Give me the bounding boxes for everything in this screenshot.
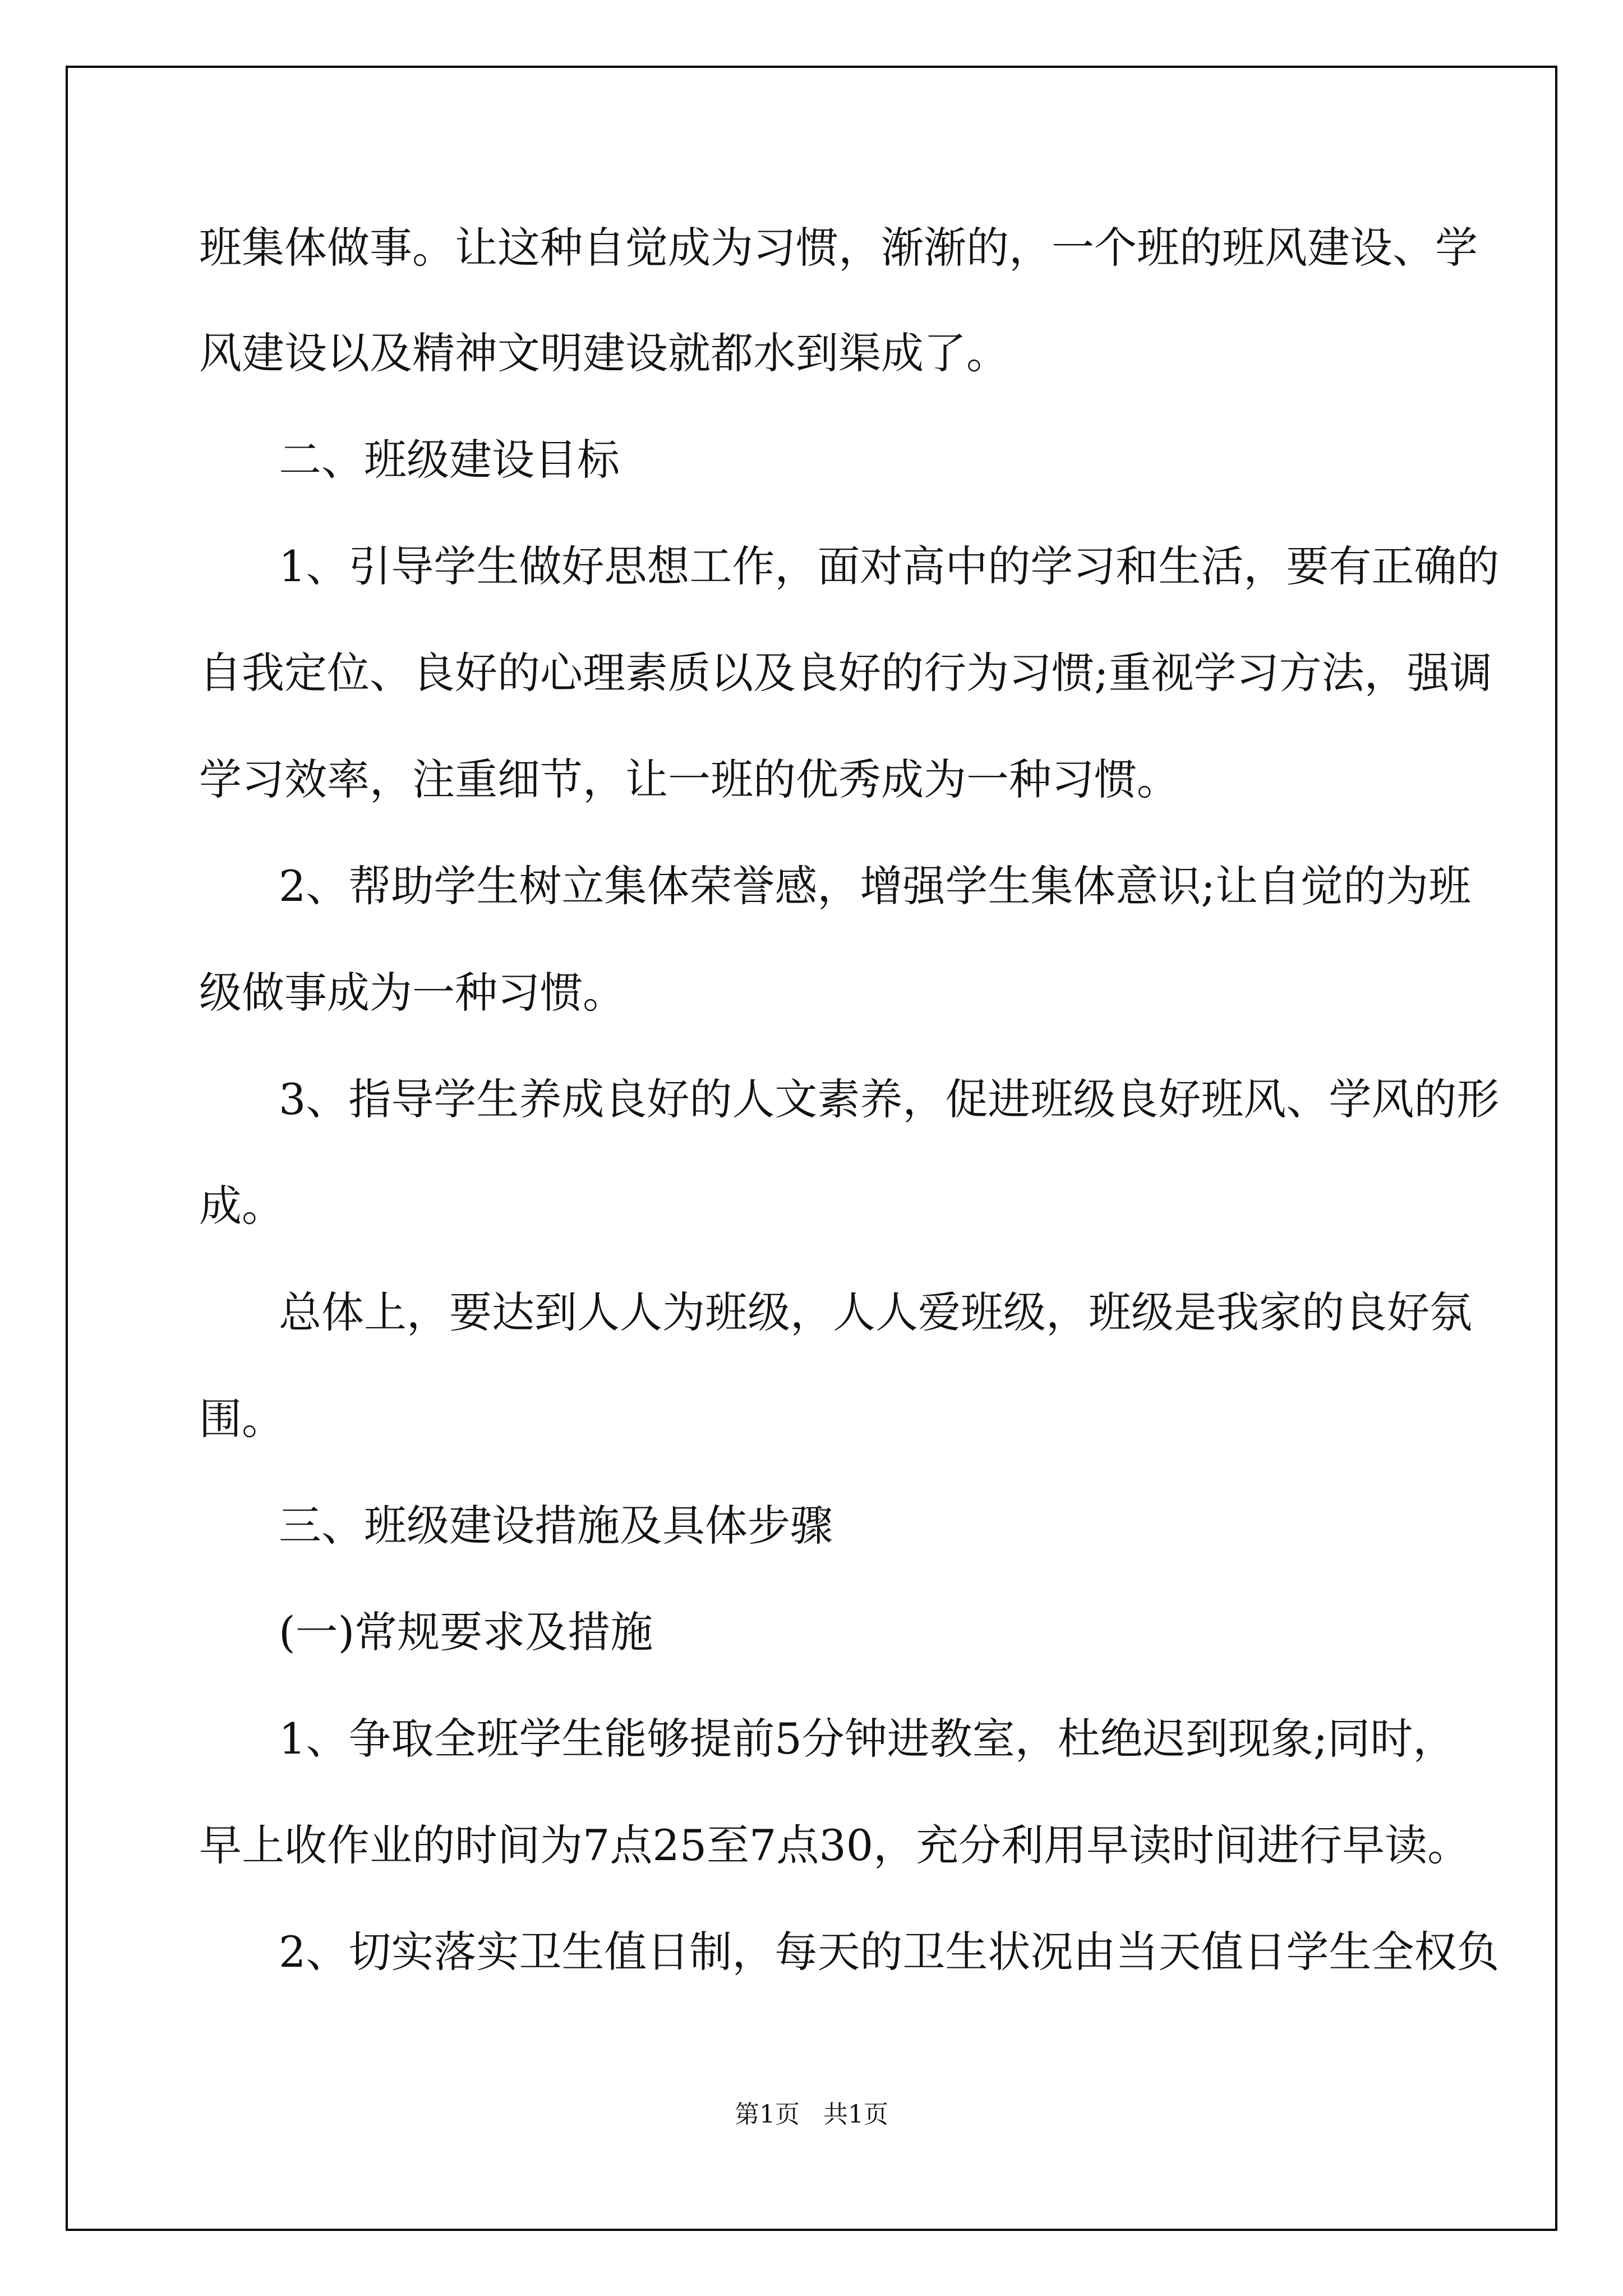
paragraph-line: 总体上，要达到人人为班级，人人爱班级，班级是我家的良好氛 <box>279 1287 1472 1337</box>
paragraph-line: 级做事成为一种习惯。 <box>199 968 625 1018</box>
page-border <box>66 66 1557 2231</box>
paragraph-line: 班集体做事。让这种自觉成为习惯，渐渐的，一个班的班风建设、学 <box>199 223 1478 273</box>
paragraph-line: 1、争取全班学生能够提前5分钟进教室，杜绝迟到现象;同时， <box>279 1714 1456 1764</box>
paragraph-line: 成。 <box>199 1181 284 1231</box>
paragraph-line: 3、指导学生养成良好的人文素养，促进班级良好班风、学风的形 <box>279 1074 1500 1124</box>
paragraph-line: 围。 <box>199 1394 284 1444</box>
subsection-heading: (一)常规要求及措施 <box>279 1607 653 1657</box>
paragraph-line: 学习效率，注重细节，让一班的优秀成为一种习惯。 <box>199 754 1179 804</box>
paragraph-line: 2、帮助学生树立集体荣誉感，增强学生集体意识;让自觉的为班 <box>279 861 1471 911</box>
section-heading: 二、班级建设目标 <box>279 435 620 485</box>
page-footer: 第1页 共1页 <box>735 2100 888 2129</box>
paragraph-line: 早上收作业的时间为7点25至7点30，充分利用早读时间进行早读。 <box>199 1820 1470 1870</box>
paragraph-line: 风建设以及精神文明建设就都水到渠成了。 <box>199 328 1009 378</box>
section-heading: 三、班级建设措施及具体步骤 <box>279 1501 833 1550</box>
paragraph-line: 2、切实落实卫生值日制，每天的卫生状况由当天值日学生全权负 <box>279 1927 1500 1977</box>
paragraph-line: 1、引导学生做好思想工作，面对高中的学习和生活，要有正确的 <box>279 541 1500 591</box>
paragraph-line: 自我定位、良好的心理素质以及良好的行为习惯;重视学习方法，强调 <box>199 648 1492 698</box>
